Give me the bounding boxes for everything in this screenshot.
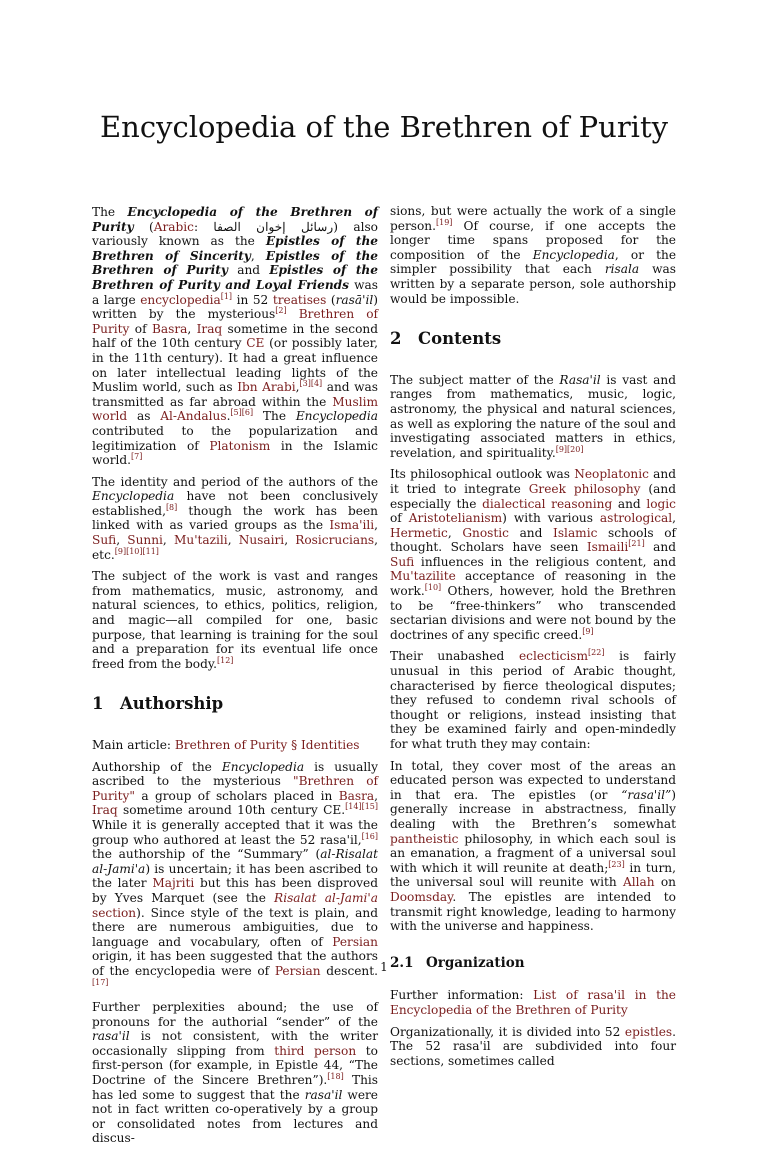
italic-text: Encyclopedia [295,409,378,424]
text-run: The subject of the work is vast and ranges from mathematics, music, astronomy, and natural sciences, to ethics, politics, religion, and magic—all compiled for one, basic purpose, that learning is training for the soul and a preparation for its eventual life once freed from the body. [92,569,378,671]
section-number: 2.1 [390,954,414,971]
text-run: as [127,409,161,424]
text-run: . [226,409,231,424]
text-run: , [295,380,300,395]
bold-italic-text: Epistles of the Brethren of Purity and Loyal Friends [92,263,378,292]
italic-text: risala [604,262,640,277]
text-run: The identity and period of the authors of the [92,474,378,489]
text-run: and [227,263,270,278]
text-run: While it is generally accepted that it was the group who authored at least the 52 rasa'il, [92,817,378,847]
inline-link[interactable]: Nusairi [238,533,285,548]
inline-link[interactable]: "Brethren of Purity" [92,774,378,803]
italic-text: Encyclopedia [532,247,615,262]
text-run: , [374,518,378,533]
text-run: in the Islamic world. [92,438,378,468]
text-run: , [284,533,296,548]
citation-ref[interactable]: [10] [424,583,442,593]
text-run: on [654,875,676,890]
paragraph [390,759,676,934]
section-heading [92,694,378,714]
text-run: ) written by the mysterious [92,292,378,322]
text-run: is not consistent, with the writer occasionally slipping from [92,1029,378,1058]
section-title: Authorship [120,694,224,714]
paragraph [390,204,676,306]
text-run: Its philosophical outlook was [390,467,575,482]
text-run: of [129,321,152,336]
inline-link[interactable]: Isma'ili [329,518,375,533]
arabic-text: رسائل إخوان الصفا [213,219,334,234]
inline-link[interactable]: third person [274,1043,357,1058]
inline-link[interactable]: Persian [332,934,378,949]
citation-ref[interactable]: [7] [131,452,143,462]
text-run: ). Since style of the text is plain, and there are numerous ambiguities, due to language and vocabulary, often of [92,905,378,949]
paragraph [92,205,378,468]
inline-link[interactable]: Arabic [153,219,194,234]
inline-link[interactable]: Doomsday [390,889,453,904]
text-run: : [193,219,214,234]
inline-link[interactable]: Sufi [92,533,117,548]
text-run: In total, they cover most of the areas an educated person was expected to understand in that era. The epistles (or [390,758,676,802]
inline-link[interactable]: Iraq [196,321,223,336]
text-run: Others, however, hold the Brethren to be “free-thinkers” who transcended sectarian divisions and were not bound by the doctrines of any specific creed. [390,584,676,642]
text-run: The [92,205,128,219]
citation-ref[interactable]: [2] [275,306,287,316]
citation-ref[interactable]: [18] [327,1072,344,1082]
citation-ref[interactable]: [21] [628,539,645,549]
citation-ref[interactable]: [8] [165,502,178,512]
inline-link[interactable]: Sunni [127,533,163,548]
paragraph [390,373,676,461]
text-run: , [447,525,463,540]
text-run: ) also variously known as the [92,219,378,249]
inline-link[interactable]: Islamic [553,525,598,540]
paragraph [390,1025,676,1069]
text-run: ) is uncertain; it has been ascribed to the later [92,861,378,891]
inline-link[interactable]: Rosicrucians [295,533,375,548]
text-run: is usually ascribed to the mysterious [92,759,378,789]
text-run: was written by a separate person, sole authorship would be impossible. [390,262,676,306]
text-run: in turn, the universal soul will reunite with [390,860,676,890]
text-run: Further information: [390,988,534,1003]
text-run: is fairly unusual in this period of Arabic thought, characterised by fierce theological disputes; they refused to condemn rival schools of thought or religions, instead insisting that they be examined fairly and open-mindedly for what truth they may contain: [390,649,676,751]
text-run: ) with various [502,511,600,526]
text-run: , [672,511,676,526]
inline-link[interactable]: Brethren of Purity [92,307,379,336]
text-run: Of course, if one accepts the longer time spans proposed for the composition of the [390,218,676,262]
inline-link[interactable]: Allah [623,875,655,890]
citation-ref[interactable]: [12] [216,655,234,665]
text-run: , [187,321,197,336]
text-run: and [508,525,554,540]
text-run: is vast and ranges from mathematics, music, logic, astronomy, the physical and natural sciences, as well as exploring the nature of the soul and investigating associated matters in ethics, revelation, and spirituality. [390,372,676,460]
italic-text: Encyclopedia [92,489,175,504]
paragraph [92,569,378,671]
text-run: acceptance of reasoning in the work. [390,569,676,599]
inline-link[interactable]: Brethren of Purity § Identities [174,738,360,752]
text-run: a group of scholars placed in [135,788,339,803]
page-number: 1 [380,960,388,974]
text-run: The [253,409,296,424]
text-run: , etc. [92,533,379,562]
text-run: and [612,496,647,511]
inline-link[interactable]: Greek philosophy [528,481,641,496]
text-run: in 52 [232,292,273,307]
citation-ref[interactable]: [14][15] [345,802,378,812]
text-run: . The epistles are intended to transmit right knowledge, leading to harmony with the universe and happiness. [390,889,676,934]
paragraph [390,649,676,751]
paragraph [92,1000,378,1146]
hatnote [92,738,378,753]
text-run: contributed to the popularization and legitimization of [92,423,378,453]
text-run: was a large [92,277,378,307]
hatnote [390,988,676,1017]
text-run: ( [326,292,336,307]
citation-ref[interactable]: [1] [220,291,233,301]
text-run: (and especially the [390,481,676,511]
text-run: ) generally increase in abstractness, finally dealing with the Brethren’s somewhat [390,787,676,831]
italic-text: al-Risalat al-Jami'a [92,847,378,876]
left-column [92,205,378,1153]
text-run: to first-person (for example, in Epistle 44, “The Doctrine of the Sincere Brethren”). [92,1043,378,1088]
inline-link[interactable]: Platonism [209,438,271,453]
citation-ref[interactable]: [9] [582,626,594,636]
citation-ref[interactable]: [19] [435,217,453,227]
text-run: Authorship of the [92,759,222,774]
text-run: of [390,511,409,526]
inline-link[interactable]: Basra [338,788,375,803]
inline-link[interactable]: encyclopedia [140,292,221,307]
citation-ref[interactable]: [16] [361,831,378,841]
text-run: were not in fact written co-operatively by a group or consolidated notes from lectures and discus- [92,1087,378,1146]
italic-text: rasa'il [92,1029,130,1044]
inline-link[interactable]: Ismaili [586,540,629,555]
citation-ref[interactable]: [9][20] [555,444,584,454]
inline-link[interactable]: Risalat al-Jami'a [274,890,378,905]
text-run: , or the simpler possibility that each [390,247,677,277]
section-number: 1 [92,694,104,714]
text-run: descent. [320,963,378,978]
text-run: Organizationally, it is divided into 52 [390,1024,625,1039]
inline-link[interactable]: treatises [272,292,327,307]
citation-ref[interactable]: [3][4] [299,379,323,389]
inline-link[interactable]: List of rasa'il in the Encyclopedia of the Brethren of Purity [390,988,676,1017]
text-run: , [227,533,239,548]
inline-link[interactable]: logic [646,496,676,511]
text-run: Further perplexities abound; the use of pronouns for the authorial “sender” of the [92,1000,378,1029]
text-run: and was transmitted as far abroad within the [92,380,378,409]
italic-text: rasā'il [335,292,374,307]
inline-link[interactable]: Basra [151,321,188,336]
bold-italic-text: Encyclopedia of the Brethren of Purity [92,205,378,234]
inline-link[interactable]: Al-Andalus [160,409,227,424]
text-run: The subject matter of the [390,372,560,387]
text-run: but this has been disproved by Yves Marquet (see the [92,876,378,905]
paragraph [390,467,676,642]
italic-text: “rasa'il” [621,787,672,802]
inline-link[interactable]: Neoplatonic [574,467,649,482]
text-run: , [250,248,266,263]
inline-link[interactable]: Mu'tazili [173,533,228,548]
inline-link[interactable]: Majriti [152,876,195,891]
citation-ref[interactable]: [9][10][11] [114,546,159,556]
section-number: 2 [390,329,402,349]
text-run: ( [133,219,154,234]
text-run: sometime in the second half of the 10th century [92,321,378,351]
text-run: sions, but were actually the work of a single person. [390,204,676,233]
inline-link[interactable]: Sufi [390,554,415,569]
citation-ref[interactable]: [22] [588,648,605,658]
inline-link[interactable]: astrological [599,511,673,526]
text-run: . The 52 rasa'il are subdivided into four sections, sometimes called [390,1024,676,1068]
text-run: the authorship of the “Summary” ( [92,847,321,862]
text-run: schools of thought. Scholars have seen [390,525,676,555]
inline-link[interactable]: Hermetic [390,525,448,540]
inline-link[interactable]: epistles [624,1024,673,1039]
citation-ref[interactable]: [23] [608,859,625,869]
paragraph [92,760,378,994]
inline-link[interactable]: dialectical reasoning [482,496,613,511]
inline-link[interactable]: Ibn Arabi [237,380,296,395]
bold-italic-text: Epistles of the Brethren of Sincerity [92,234,379,263]
right-column [390,204,676,1075]
text-run [287,307,299,321]
text-run: This has led some to suggest that the [92,1073,378,1102]
inline-link[interactable]: Muslim world [92,394,378,424]
text-run: , [162,533,174,548]
italic-text: rasa'il [304,1087,343,1102]
text-run: and it tried to integrate [390,467,676,496]
text-run: influences in the religious content, and [414,554,676,569]
text-run: , [374,788,378,803]
text-run: Their unabashed [390,649,519,664]
text-run: sometime around 10th century CE. [117,803,346,818]
inline-link[interactable]: Aristotelianism [408,511,503,526]
inline-link[interactable]: CE [246,336,265,351]
text-run: though the work has been linked with as varied groups as the [92,503,378,533]
text-run: origin, it has been suggested that the authors of the encyclopedia were of [92,949,378,978]
paragraph [92,475,378,563]
section-title: Organization [426,954,525,971]
inline-link[interactable]: Persian [274,963,321,978]
inline-link[interactable]: section [92,905,137,920]
bold-italic-text: Epistles of the Brethren of Purity [92,248,378,278]
citation-ref[interactable]: [17] [92,977,109,987]
italic-text: Rasa'il [559,372,601,387]
section-title: Contents [418,329,502,349]
text-run: have not been conclusively established, [92,489,378,518]
inline-link[interactable]: Mu'tazilite [390,569,456,584]
italic-text: Encyclopedia [221,759,305,774]
inline-link[interactable]: pantheistic [390,831,459,846]
text-run: , [116,533,128,548]
section-heading [390,329,676,349]
text-run: Main article: [92,738,175,752]
inline-link[interactable]: Iraq [92,803,118,818]
text-run: (or possibly later, in the 11th century). It had a great influence on later intellectual leading lights of the Muslim world, such as [92,336,378,395]
page-title: Encyclopedia of the Brethren of Purity [99,110,668,144]
text-run: and [644,540,676,555]
text-run: philosophy, in which each soul is an emanation, a fragment of a universal soul with which it will reunite at death; [390,831,676,875]
citation-ref[interactable]: [5][6] [230,408,254,418]
inline-link[interactable]: Gnostic [462,525,509,540]
inline-link[interactable]: eclecticism [518,649,589,664]
